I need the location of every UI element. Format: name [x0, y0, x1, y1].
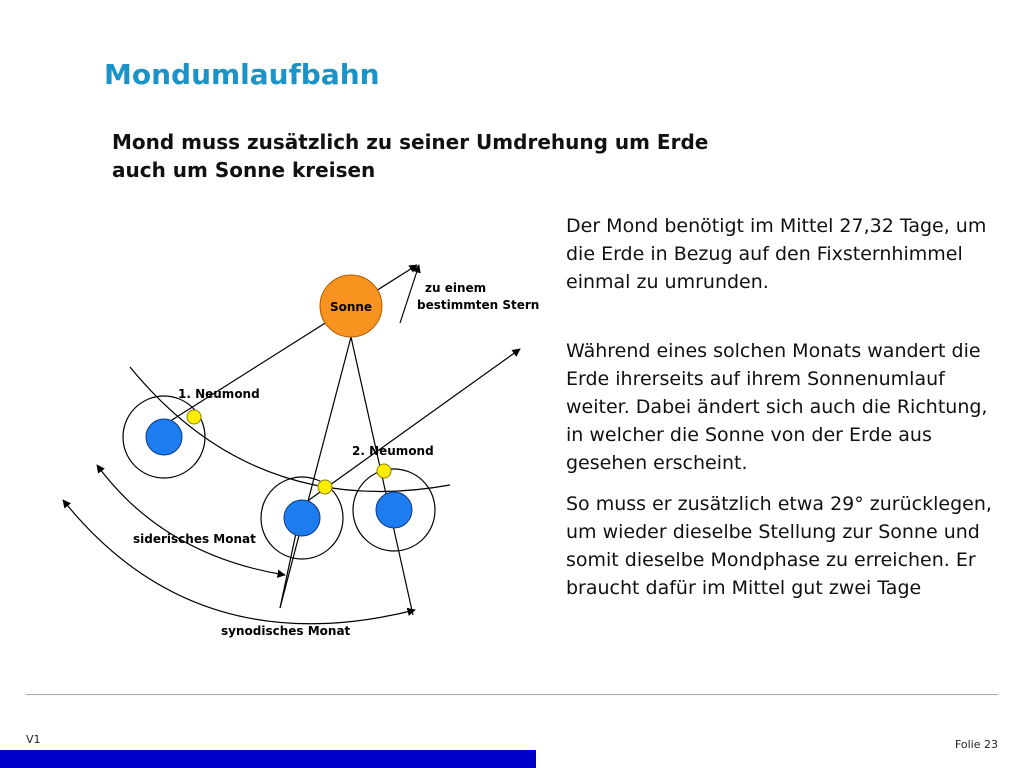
- sun-label: Sonne: [329, 300, 373, 314]
- new-moon-1-label: 1. Neumond: [178, 387, 260, 401]
- slide-title: Mondumlaufbahn: [104, 58, 380, 91]
- footer-divider: [26, 694, 998, 695]
- moon-2: [318, 480, 332, 494]
- earth-2: [284, 500, 320, 536]
- footer-bar: [0, 750, 536, 768]
- paragraph-earth-motion: Während eines solchen Monats wandert die Erde ihrerseits auf ihrem Sonnenumlauf weiter. Dabei ändert sich auch die Richtung, in welcher die Sonne von der Erde aus gesehen erscheint.: [566, 340, 988, 474]
- synodic-month-arc: [63, 500, 415, 624]
- moon-orbit-diagram: [55, 215, 545, 665]
- star-label-line1: zu einem: [425, 281, 487, 295]
- synodic-month-label: synodisches Monat: [221, 624, 351, 638]
- star-direction-line-3: [302, 349, 520, 505]
- moon-1: [187, 410, 201, 424]
- earth-1: [146, 419, 182, 455]
- moon-3: [377, 464, 391, 478]
- paragraph-synodic: So muss er zusätzlich etwa 29° zurücklegen, um wieder dieselbe Stellung zur Sonne und somit dieselbe Mondphase zu erreichen. Er braucht dafür im Mittel gut zwei Tage: [566, 493, 992, 599]
- sidereal-month-arc: [97, 465, 285, 575]
- slide-number: Folie 23: [954, 738, 998, 751]
- star-direction-line-1: [164, 265, 417, 425]
- sun-line-1: [280, 337, 351, 608]
- earth-3: [376, 492, 412, 528]
- sidereal-month-label: siderisches Monat: [133, 532, 256, 546]
- star-label-line2: bestimmten Stern: [417, 298, 540, 312]
- slide-subtitle: Mond muss zusätzlich zu seiner Umdrehung um Erde auch um Sonne kreisen: [112, 130, 709, 182]
- paragraph-sidereal: Der Mond benötigt im Mittel 27,32 Tage, um die Erde in Bezug auf den Fixsternhimmel einmal zu umrunden.: [566, 215, 987, 293]
- version-label: V1: [26, 733, 41, 746]
- new-moon-2-label: 2. Neumond: [352, 444, 434, 458]
